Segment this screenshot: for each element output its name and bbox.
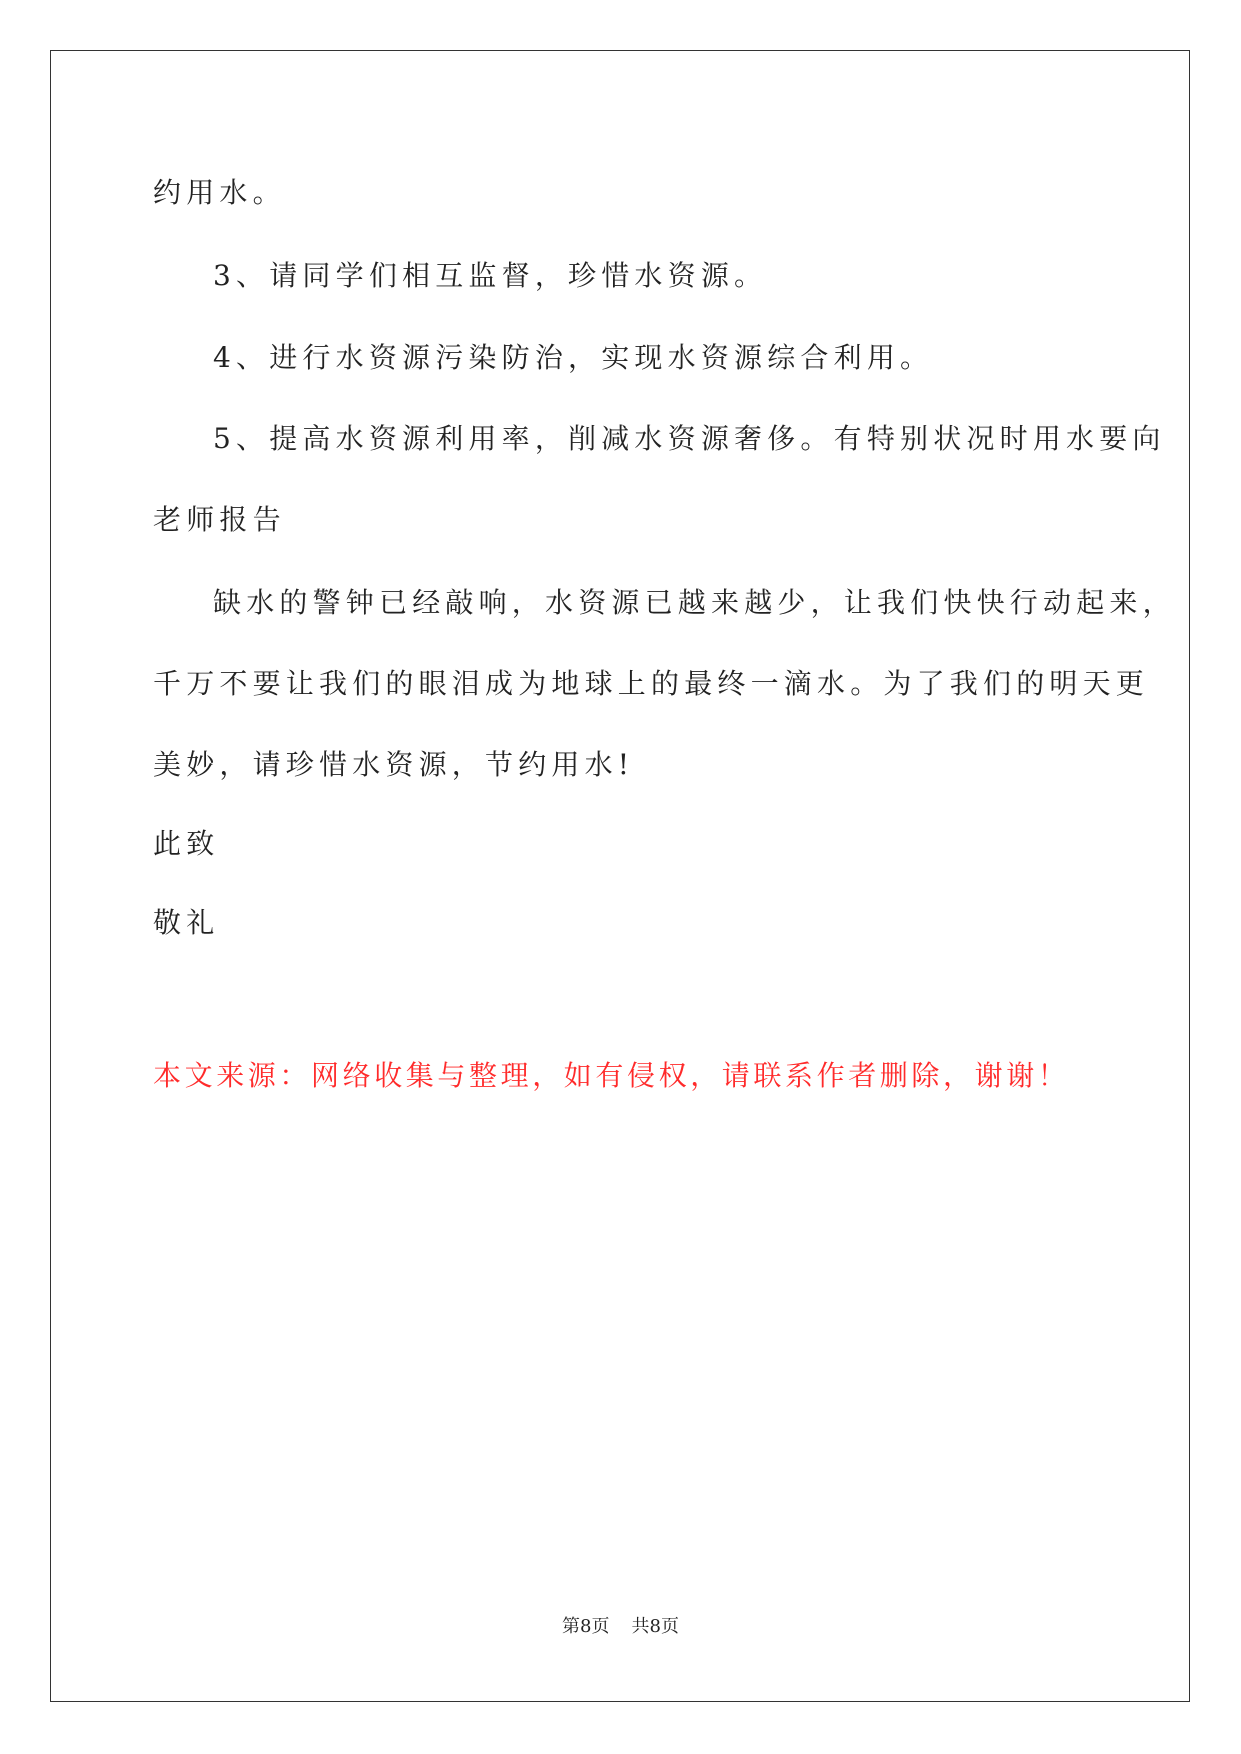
page-footer [0,1612,1241,1638]
page-border [50,50,1190,1702]
closing-salutation: 此致 [153,827,220,860]
current-page-label: 第8页 [562,1616,610,1637]
body-line-6: 缺水的警钟已经敲响，水资源已越来越少，让我们快快行动起来， [213,586,1176,619]
body-line-2: 3、请同学们相互监督，珍惜水资源。 [213,259,768,292]
body-line-1: 约用水。 [153,176,286,209]
source-note: 本文来源：网络收集与整理，如有侵权，请联系作者删除，谢谢！ [153,1059,1070,1092]
body-line-8: 美妙，请珍惜水资源，节约用水! [153,748,635,781]
closing-regards: 敬礼 [153,906,220,939]
body-line-3: 4、进行水资源污染防治，实现水资源综合利用。 [213,341,934,374]
body-line-7: 千万不要让我们的眼泪成为地球上的最终一滴水。为了我们的明天更 [153,667,1150,700]
total-pages-label: 共8页 [631,1616,679,1637]
body-line-4: 5、提高水资源利用率，削减水资源奢侈。有特别状况时用水要向 [213,422,1166,455]
body-line-5: 老师报告 [153,503,286,536]
